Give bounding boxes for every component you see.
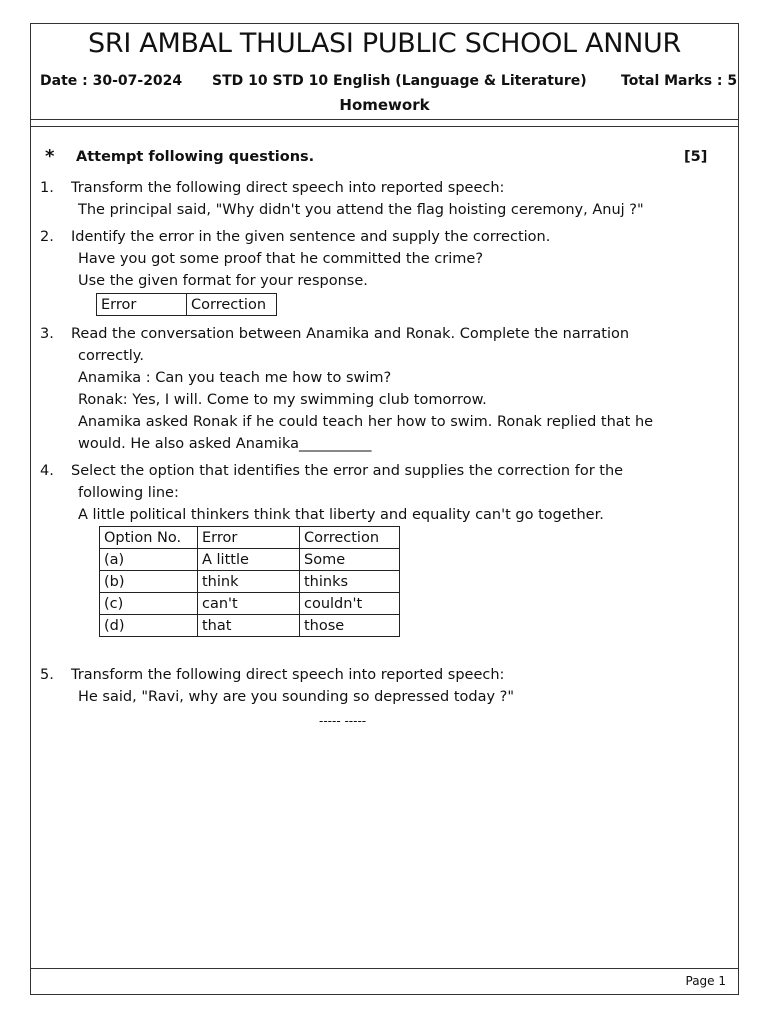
q5-line-1: Transform the following direct speech into reported speech:: [71, 667, 505, 683]
q1-line-1: Transform the following direct speech into reported speech:: [71, 180, 505, 196]
q3-line-3: Anamika : Can you teach me how to swim?: [78, 370, 392, 386]
q4-options-table: [99, 526, 400, 637]
q4-line-3: A little political thinkers think that liberty and equality can't go together.: [78, 507, 604, 523]
assignment-type: Homework: [339, 96, 430, 114]
q4-error-b: think: [198, 571, 300, 593]
q4-error-c: can't: [198, 593, 300, 615]
q2-format-table: [96, 293, 277, 316]
q4-option-b: (b): [100, 571, 198, 593]
end-marker: ----- -----: [319, 714, 367, 728]
bullet-star: *: [45, 146, 55, 167]
table-header-row: [100, 527, 400, 549]
school-name: SRI AMBAL THULASI PUBLIC SCHOOL ANNUR: [88, 28, 681, 59]
q5-line-2: He said, "Ravi, why are you sounding so depressed today ?": [78, 689, 515, 705]
q1-number: 1.: [40, 180, 54, 196]
q3-line-1: Read the conversation between Anamika and Ronak. Complete the narration: [71, 326, 630, 342]
q4-correction-a: Some: [300, 549, 400, 571]
instruction: Attempt following questions.: [76, 149, 315, 165]
q3-line-5: Anamika asked Ronak if he could teach her how to swim. Ronak replied that he: [78, 414, 654, 430]
q2-table-correction: Correction: [187, 294, 277, 316]
q3-number: 3.: [40, 326, 54, 342]
q4-line-1: Select the option that identifies the error and supplies the correction for the: [71, 463, 624, 479]
q4-correction-c: couldn't: [300, 593, 400, 615]
q4-correction-d: those: [300, 615, 400, 637]
footer-divider: [30, 968, 739, 969]
q4-option-d: (d): [100, 615, 198, 637]
q4-option-a: (a): [100, 549, 198, 571]
q4-header-error: Error: [198, 527, 300, 549]
q2-number: 2.: [40, 229, 54, 245]
q2-line-2: Have you got some proof that he committed the crime?: [78, 251, 484, 267]
q4-correction-b: thinks: [300, 571, 400, 593]
q4-error-a: A little: [198, 549, 300, 571]
q4-header-correction: Correction: [300, 527, 400, 549]
q2-line-3: Use the given format for your response.: [78, 273, 368, 289]
q3-line-4: Ronak: Yes, I will. Come to my swimming club tomorrow.: [78, 392, 487, 408]
q3-line-2: correctly.: [78, 348, 144, 364]
q5-number: 5.: [40, 667, 54, 683]
q4-line-2: following line:: [78, 485, 179, 501]
table-row: [97, 294, 277, 316]
q4-header-option: Option No.: [100, 527, 198, 549]
total-marks: Total Marks : 5: [621, 73, 738, 89]
table-row: [100, 615, 400, 637]
q1-line-2: The principal said, "Why didn't you attend the flag hoisting ceremony, Anuj ?": [78, 202, 644, 218]
subject: STD 10 STD 10 English (Language & Literature): [212, 73, 587, 89]
q3-line-6: would. He also asked Anamika__________: [78, 436, 372, 452]
exam-date: Date : 30-07-2024: [40, 73, 183, 89]
q4-error-d: that: [198, 615, 300, 637]
page-number: Page 1: [685, 974, 726, 988]
q4-number: 4.: [40, 463, 54, 479]
section-marks: [5]: [684, 149, 708, 165]
table-row: [100, 593, 400, 615]
table-row: [100, 571, 400, 593]
header-divider-top: [30, 119, 739, 120]
header-divider-bottom: [30, 126, 739, 127]
table-row: [100, 549, 400, 571]
q4-option-c: (c): [100, 593, 198, 615]
q2-table-error: Error: [97, 294, 187, 316]
q2-line-1: Identify the error in the given sentence and supply the correction.: [71, 229, 551, 245]
